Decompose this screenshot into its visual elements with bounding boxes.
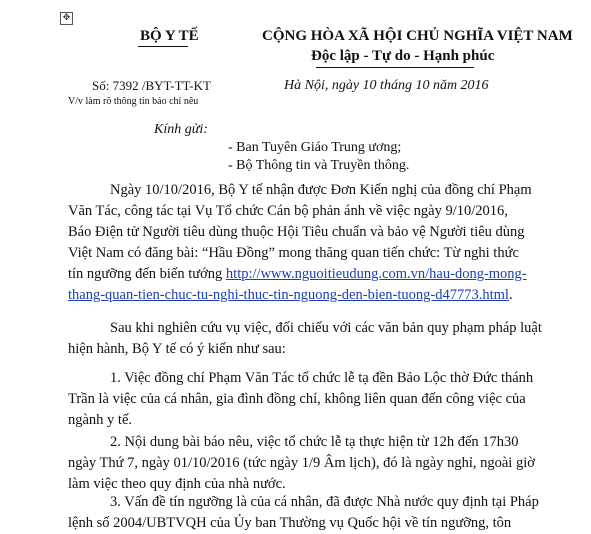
agency-underline xyxy=(138,46,188,47)
text-line: 3. Vấn đề tín ngưỡng là của cá nhân, đã được Nhà nước quy định tại Pháp xyxy=(110,494,539,510)
text-line: ngành y tế. xyxy=(68,412,133,428)
paragraph-intro xyxy=(68,180,548,306)
text-line: . xyxy=(508,287,513,303)
paragraph-point-3 xyxy=(68,492,548,534)
text-line: Ngày 10/10/2016, Bộ Y tế nhận được Đơn Kiến nghị của đồng chí Phạm xyxy=(110,182,532,198)
paragraph-point-1 xyxy=(68,368,548,431)
nation-title: CỘNG HÒA XÃ HỘI CHỦ NGHĨA VIỆT NAM xyxy=(262,28,573,44)
motto-underline xyxy=(316,67,474,68)
recipient-2: - Bộ Thông tin và Truyền thông. xyxy=(228,158,410,173)
text-line: làm việc theo quy định của nhà nước. xyxy=(68,476,286,492)
article-link[interactable]: http://www.nguoitieudung.com.vn/hau-dong-mong- xyxy=(225,266,527,282)
document-number: Số: 7392 /BYT-TT-KT xyxy=(92,78,211,93)
text-line: Việt Nam có đăng bài: “Hầu Đồng” mong thăng quan tiến chức: Từ nghi thức xyxy=(68,245,519,261)
paragraph-review xyxy=(68,318,548,360)
national-motto: Độc lập - Tự do - Hạnh phúc xyxy=(311,48,495,64)
text-line: lệnh số 2004/UBTVQH của Ủy ban Thường vụ Quốc hội về tín ngưỡng, tôn xyxy=(68,515,512,531)
article-link-continued[interactable]: thang-quan-tien-chuc-tu-nghi-thuc-tin-nguong-den-bien-tuong-d47773.html xyxy=(68,287,509,303)
recipient-1: - Ban Tuyên Giáo Trung ương; xyxy=(228,140,402,155)
text-line: Trần là việc của cá nhân, gia đình đồng chí, không liên quan đến công việc của xyxy=(68,391,526,407)
paragraph-point-2 xyxy=(68,432,548,495)
move-handle-icon[interactable]: ✥ xyxy=(60,12,73,25)
text-line: Sau khi nghiên cứu vụ việc, đối chiếu với các văn bản quy phạm pháp luật xyxy=(110,320,542,336)
date-line: Hà Nội, ngày 10 tháng 10 năm 2016 xyxy=(284,78,489,93)
text-line: Báo Điện tử Người tiêu dùng thuộc Hội Tiêu chuẩn và bảo vệ Người tiêu dùng xyxy=(68,224,525,240)
text-line: Văn Tác, công tác tại Vụ Tổ chức Cán bộ phản ánh về việc ngày 9/10/2016, xyxy=(68,203,508,219)
greeting: Kính gửi: xyxy=(154,122,208,137)
text-line: 1. Việc đồng chí Phạm Văn Tác tổ chức lễ tạ đền Bảo Lộc thờ Đức thánh xyxy=(110,370,534,386)
text-line: hiện hành, Bộ Y tế có ý kiến như sau: xyxy=(68,341,286,357)
text-line: ngày Thứ 7, ngày 01/10/2016 (tức ngày 1/9 Âm lịch), đó là ngày nghỉ, ngoài giờ xyxy=(68,455,535,471)
text-line: 2. Nội dung bài báo nêu, việc tổ chức lễ tạ thực hiện từ 12h đến 17h30 xyxy=(110,434,519,450)
agency-name: BỘ Y TẾ xyxy=(140,28,199,44)
text-line: tín ngưỡng đến biến tướng xyxy=(68,266,226,282)
document-subject: V/v làm rõ thông tin báo chí nêu xyxy=(68,96,199,107)
